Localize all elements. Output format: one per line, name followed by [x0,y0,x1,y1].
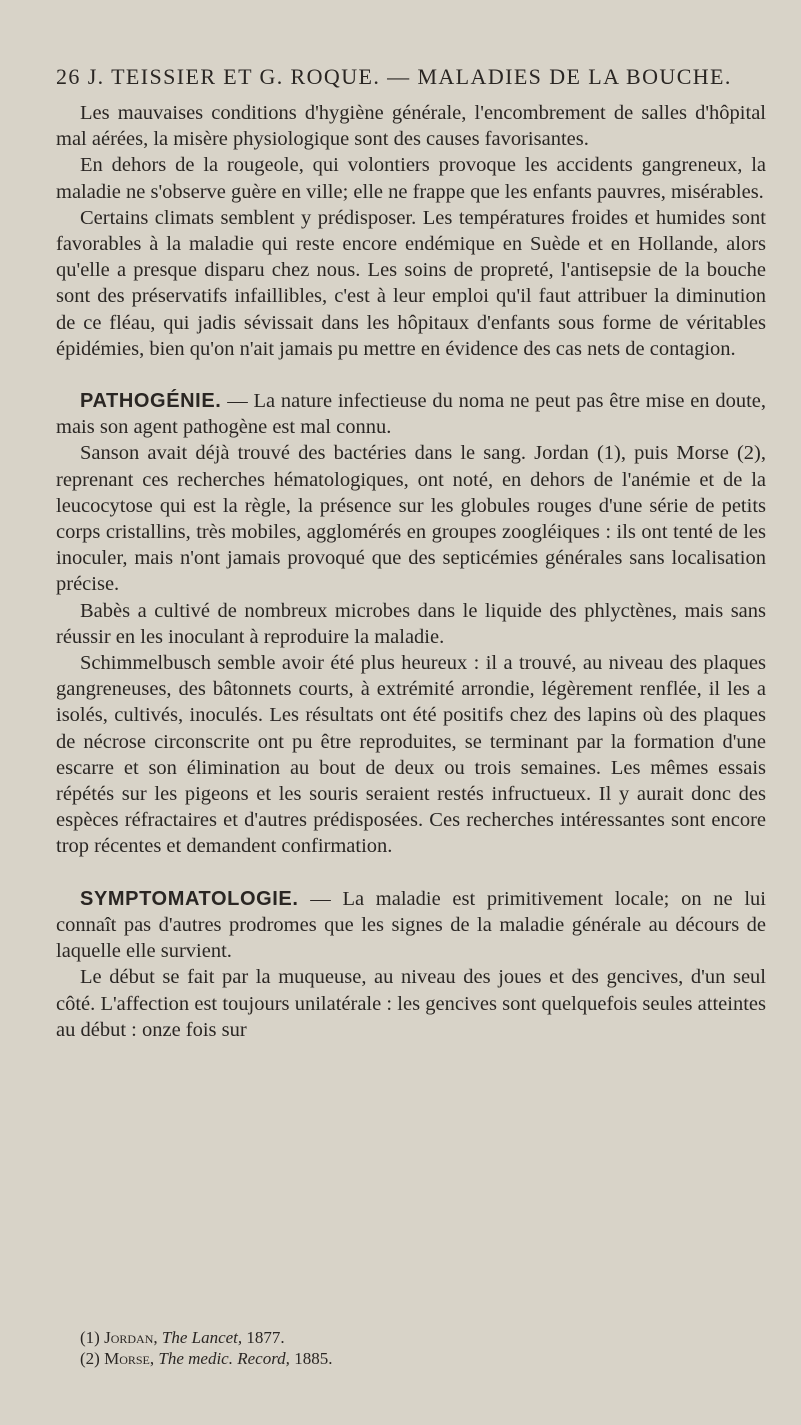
paragraph: Le début se fait par la muqueuse, au niveau des joues et des gencives, d'un seul côté. L'affection est toujours unilatérale : les gencives sont quelquefois seules atteintes au début : onze fois sur [56,966,766,1041]
running-head [56,64,756,90]
page-number: 26 [56,64,81,89]
footnote-year: 1885. [294,1349,333,1368]
footnote [80,1327,740,1348]
footnote-year: 1877. [246,1328,285,1347]
section-heading-symptomatologie: SYMPTOMATOLOGIE. [80,887,299,910]
running-title: J. TEISSIER ET G. ROQUE. — MALADIES DE LA BOUCHE. [87,64,732,89]
paragraph: Babès a cultivé de nombreux microbes dans le liquide des phlyctènes, mais sans réussir en les inoculant à reproduire la maladie. [56,599,766,648]
symptomatologie-intro: — La maladie est primitivement locale; on ne lui connaît pas d'autres prodromes que les signes de la maladie générale au décours de laquelle elle survient. [56,887,766,963]
section-heading-pathogenie: PATHOGÉNIE. [80,390,222,413]
footnote-author: Jordan, [104,1328,158,1347]
footnote-author: Morse, [104,1349,155,1368]
paragraph: Sanson avait déjà trouvé des bactéries dans le sang. Jordan (1), puis Morse (2), reprenant ces recherches hématologiques, ont noté, en dehors de l'anémie et de la leucocytose qui est la règle, la présence sur les globules rouges d'une série de petits corps cristallins, très mobiles, agglomérés en groupes zoogléiques : ils ont tenté de les inoculer, mais n'ont jamais provoqué que des septicémies générales sans localisation précise. [56,442,766,596]
footnote [80,1348,740,1369]
paragraph: En dehors de la rougeole, qui volontiers provoque les accidents gangreneux, la maladie ne s'observe guère en ville; elle ne frappe que les enfants pauvres, misérables. [56,154,766,203]
footnote-number: (2) [80,1349,100,1368]
footnote-number: (1) [80,1328,100,1347]
paragraph: Certains climats semblent y prédisposer. Les températures froides et humides sont favorables à la maladie qui reste encore endémique en Suède et en Hollande, alors qu'elle a presque disparu chez nous. Les soins de propreté, l'antisepsie de la bouche sont des préservatifs infaillibles, c'est à leur emploi qu'il faut attribuer la diminution de ce fléau, qui jadis sévissait dans les hôpitaux d'enfants sous forme de véritables épidémies, bien qu'on n'ait jamais pu mettre en évidence des cas nets de contagion. [56,206,766,360]
paragraph: Schimmelbusch semble avoir été plus heureux : il a trouvé, au niveau des plaques gangreneuses, des bâtonnets courts, à extrémité arrondie, légèrement renflée, il les a isolés, cultivés, inoculés. Les résultats ont été positifs chez des lapins où des plaques de nécrose circonscrite ont pu être reproduites, se terminant par la formation d'une escarre et son élimination au bout de deux ou trois semaines. Les mêmes essais répétés sur les pigeons et les souris seraient restés infructueux. Il y aurait donc des espèces réfractaires et d'autres prédisposées. Ces recherches intéressantes sont encore trop récentes et demandent confirmation. [56,652,766,858]
footnote-journal: The medic. Record, [158,1349,290,1368]
pathogenie-section-start [56,388,766,440]
footnotes [80,1327,740,1369]
symptomatologie-section-start [56,886,766,965]
footnote-journal: The Lancet, [161,1328,243,1347]
body-text [56,100,766,1043]
paragraph: Les mauvaises conditions d'hygiène générale, l'encombrement de salles d'hôpital mal aérées, la misère physiologique sont des causes favorisantes. [56,102,766,151]
pathogenie-intro: — La nature infectieuse du noma ne peut pas être mise en doute, mais son agent pathogène est mal connu. [56,390,766,439]
